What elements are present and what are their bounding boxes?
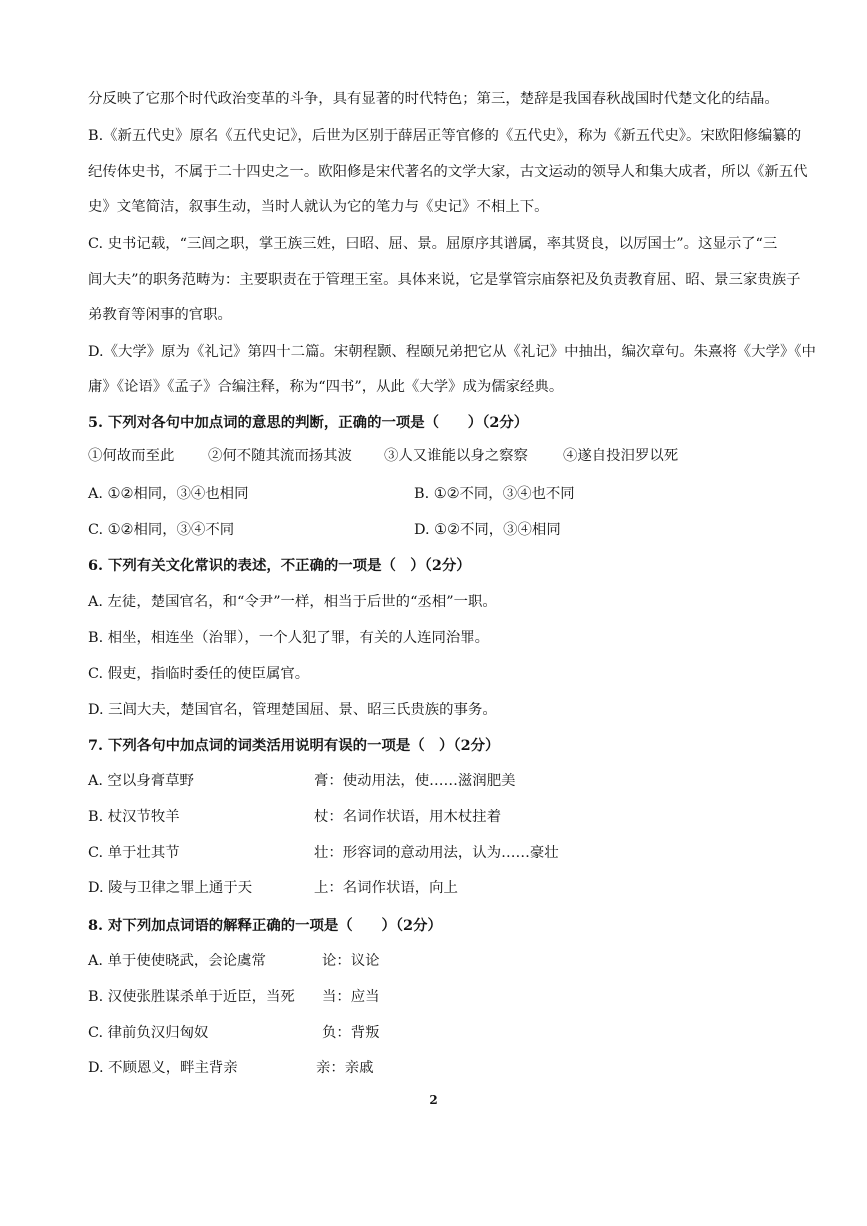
- q8-option-c: C. 律前负汉归匈奴: [88, 1025, 209, 1041]
- q4-option-d-line2: 庸》《论语》《孟子》合编注释，称为“四书”，从此《大学》成为儒家经典。: [88, 379, 564, 395]
- q5-item-3: ③人又谁能以身之察察: [384, 448, 528, 464]
- q6-option-c: C. 假吏，指临时委任的使臣属官。: [88, 666, 310, 682]
- q5-option-b: B. ①②不同，③④也不同: [414, 486, 575, 502]
- q6-stem: 6. 下列有关文化常识的表述，不正确的一项是（ ）（2分）: [88, 557, 471, 574]
- q7-option-d: D. 陵与卫律之罪上通于天: [88, 880, 253, 896]
- q8-option-d: D. 不顾恩义，畔主背亲: [88, 1060, 238, 1076]
- q4-option-b-line2: 纪传体史书，不属于二十四史之一。欧阳修是宋代著名的文学大家，古文运动的领导人和集大成者，所以《新五代: [88, 164, 808, 180]
- q4-option-d-line1: D.《大学》原为《礼记》第四十二篇。宋朝程颢、程颐兄弟把它从《礼记》中抽出，编次章句。朱熹将《大学》《中: [88, 344, 816, 360]
- q5-item-1: ①何故而至此: [88, 448, 175, 464]
- q8-option-d-note: 亲：亲戚: [316, 1060, 374, 1076]
- q5-option-d: D. ①②不同，③④相同: [414, 522, 561, 538]
- q8-option-a-note: 论：议论: [322, 953, 380, 969]
- q7-stem: 7. 下列各句中加点词的词类活用说明有误的一项是（ ）（2分）: [88, 737, 500, 754]
- q7-option-d-note: 上：名词作状语，向上: [314, 880, 458, 896]
- q8-stem: 8. 对下列加点词语的解释正确的一项是（ ）（2分）: [88, 917, 442, 934]
- q4-a-continuation: 分反映了它那个时代政治变革的斗争，具有显著的时代特色；第三，楚辞是我国春秋战国时代楚文化的结晶。: [88, 91, 779, 107]
- page-number: 2: [429, 1093, 438, 1107]
- q7-option-b-note: 杖：名词作状语，用木杖拄着: [314, 809, 502, 825]
- q7-option-a: A. 空以身膏草野: [88, 773, 194, 789]
- q4-option-b-line1: B.《新五代史》原名《五代史记》，后世为区别于薛居正等官修的《五代史》，称为《新五代史》。宋欧阳修编纂的: [88, 128, 802, 144]
- q5-stem: 5. 下列对各句中加点词的意思的判断，正确的一项是（ ）（2分）: [88, 414, 529, 431]
- q7-option-c: C. 单于壮其节: [88, 845, 180, 861]
- q4-option-c-line3: 弟教育等闲事的官职。: [88, 307, 232, 323]
- q4-option-c-line2: 闾大夫”的职务范畴为：主要职责在于管理王室。具体来说，它是掌管宗庙祭祀及负责教育屈、昭、景三家贵族子: [88, 272, 801, 288]
- q7-option-b: B. 杖汉节牧羊: [88, 809, 180, 825]
- q5-option-a: A. ①②相同，③④也相同: [88, 486, 249, 502]
- q8-option-a: A. 单于使使晓武，会论虞常: [88, 953, 266, 969]
- q8-option-b: B. 汉使张胜谋杀单于近臣，当死: [88, 989, 295, 1005]
- q6-option-a: A. 左徒，楚国官名，和“令尹”一样，相当于后世的“丞相”一职。: [88, 594, 497, 610]
- q8-option-c-note: 负：背叛: [322, 1025, 380, 1041]
- q8-option-b-note: 当：应当: [322, 989, 380, 1005]
- q6-option-b: B. 相坐，相连坐（治罪），一个人犯了罪，有关的人连同治罪。: [88, 630, 490, 646]
- q7-option-a-note: 膏：使动用法，使……滋润肥美: [314, 773, 516, 789]
- q7-option-c-note: 壮：形容词的意动用法，认为……豪壮: [314, 845, 559, 861]
- q5-item-4: ④遂自投汨罗以死: [563, 448, 679, 464]
- q6-option-d: D. 三闾大夫，楚国官名，管理楚国屈、景、昭三氏贵族的事务。: [88, 702, 497, 718]
- q4-option-b-line3: 史》文笔简洁，叙事生动，当时人就认为它的笔力与《史记》不相上下。: [88, 199, 549, 215]
- q5-option-c: C. ①②相同，③④不同: [88, 522, 235, 538]
- q4-option-c-line1: C. 史书记载，“三闾之职，掌王族三姓，曰昭、屈、景。屈原序其谱属，率其贤良，以厉国士”。这显示了“三: [88, 236, 778, 252]
- q5-item-2: ②何不随其流而扬其波: [208, 448, 352, 464]
